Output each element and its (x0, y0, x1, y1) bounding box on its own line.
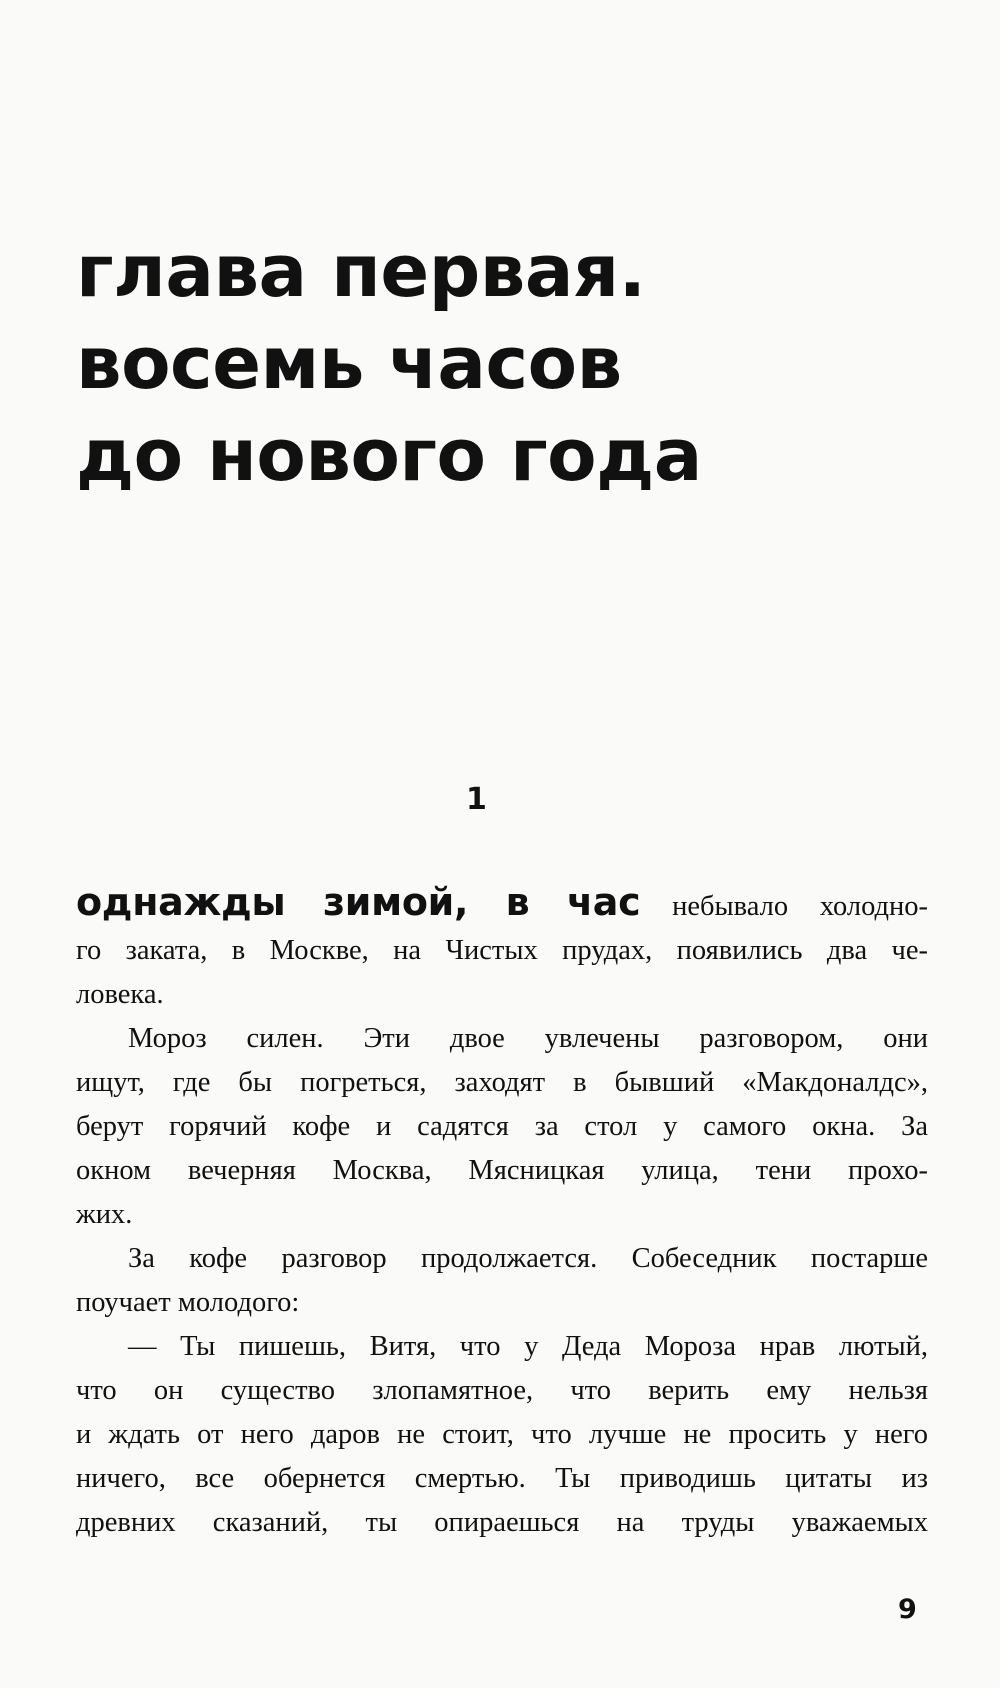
text-line: окном вечерняя Москва, Мясницкая улица, тени прохо- (76, 1155, 928, 1186)
text-line: — Ты пишешь, Витя, что у Деда Мороза нрав лютый, (128, 1331, 928, 1362)
section-number: 1 (466, 782, 487, 817)
text-line: го заката, в Москве, на Чистых прудах, появились два че- (76, 935, 928, 966)
chapter-title-line: до нового года (76, 413, 702, 497)
text-line-rest: небывало холодно- (672, 891, 929, 922)
page-number: 9 (898, 1594, 917, 1625)
text-line: За кофе разговор продолжается. Собеседник постарше (128, 1243, 928, 1274)
text-line: поучает молодого: (76, 1287, 300, 1318)
text-line: и ждать от него даров не стоит, что лучше не просить у него (76, 1419, 928, 1450)
text-line: берут горячий кофе и садятся за стол у самого окна. За (76, 1111, 928, 1142)
lead-words: однажды зимой, в час (76, 880, 641, 924)
text-line: ищут, где бы погреться, заходят в бывший «Макдоналдс», (76, 1067, 928, 1098)
chapter-title-line: глава первая. (76, 229, 646, 313)
text-line: Мороз силен. Эти двое увлечены разговором, они (128, 1023, 928, 1054)
text-line: древних сказаний, ты опираешься на труды уважаемых (76, 1507, 928, 1538)
text-line: ничего, все обернется смертью. Ты приводишь цитаты из (76, 1463, 928, 1494)
text-line (76, 880, 928, 929)
body-text (76, 880, 928, 1545)
chapter-title-line: восемь часов (76, 321, 622, 405)
text-line: жих. (76, 1199, 133, 1230)
text-line: ловека. (76, 979, 164, 1010)
chapter-title (76, 225, 876, 501)
text-line: что он существо злопамятное, что верить ему нельзя (76, 1375, 928, 1406)
